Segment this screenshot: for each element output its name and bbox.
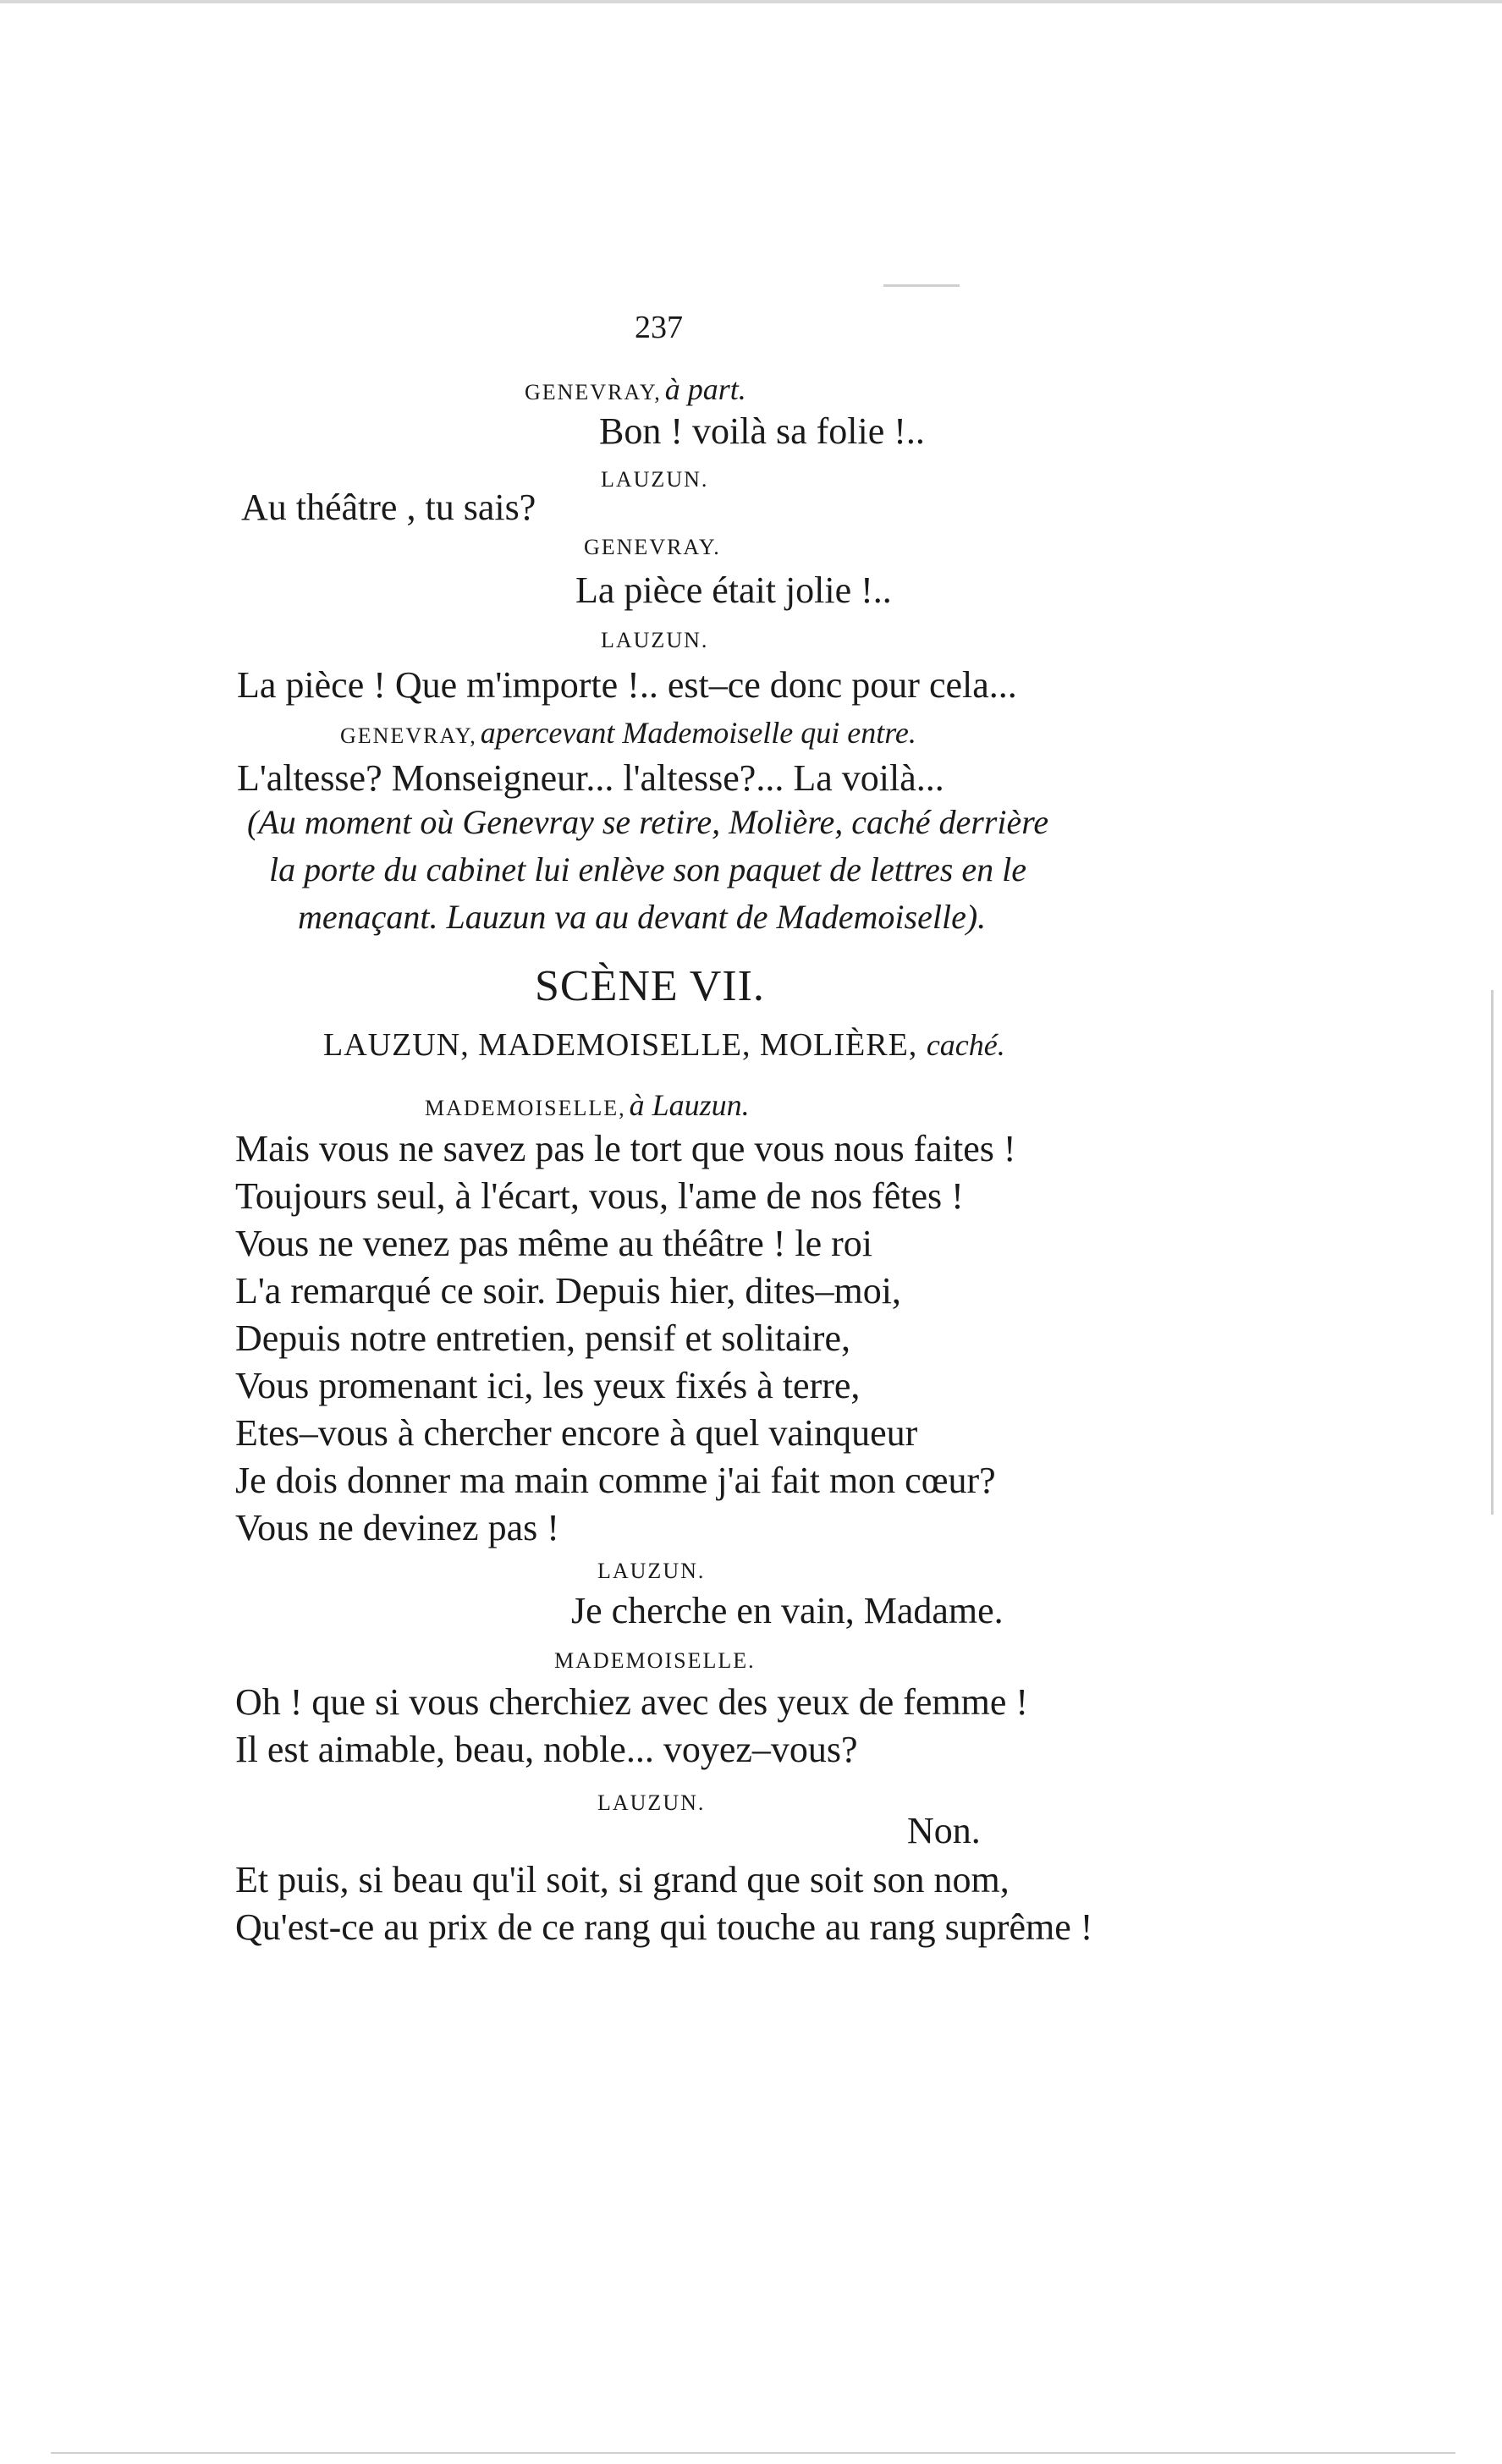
speaker-name: LAUZUN. (601, 628, 709, 652)
verse-line: Mais vous ne savez pas le tort que vous nous faites ! (235, 1128, 1016, 1169)
speaker-genevray-line (340, 718, 916, 748)
verse-line: Vous ne venez pas même au théâtre ! le roi (235, 1223, 873, 1264)
verse-line: Toujours seul, à l'écart, vous, l'ame de nos fêtes ! (235, 1175, 964, 1217)
verse-line: Bon ! voilà sa folie !.. (599, 410, 925, 452)
speaker-genevray-line (525, 374, 746, 404)
scan-top-edge (0, 0, 1502, 3)
verse-line: L'altesse? Monseigneur... l'altesse?... La voilà... (237, 757, 944, 799)
stage-direction: la porte du cabinet lui enlève son paquet de lettres en le (269, 850, 1026, 888)
speaker-name: LAUZUN. (597, 1790, 706, 1815)
scene-heading: SCÈNE VII. (535, 962, 765, 1010)
scan-edge-shadow (1491, 990, 1494, 1515)
verse-line: La pièce ! Que m'importe !.. est–ce donc pour cela... (237, 664, 1017, 706)
speaker-name: LAUZUN. (597, 1559, 706, 1583)
verse-line: Depuis notre entretien, pensif et solitaire, (235, 1317, 850, 1359)
verse-line: Vous promenant ici, les yeux fixés à terre, (235, 1365, 861, 1406)
verse-line: Il est aimable, beau, noble... voyez–vous? (235, 1729, 858, 1770)
verse-line: Vous ne devinez pas ! (235, 1507, 559, 1548)
scan-bottom-edge (51, 2452, 1455, 2454)
verse-line: Et puis, si beau qu'il soit, si grand que soit son nom, (235, 1859, 1010, 1900)
speaker-mademoiselle-line (425, 1090, 750, 1120)
verse-line: La pièce était jolie !.. (575, 569, 892, 611)
verse-line: Non. (907, 1810, 981, 1851)
stage-direction: menaçant. Lauzun va au devant de Mademoiselle). (298, 898, 987, 936)
speaker-name: GENEVRAY, (340, 723, 477, 748)
verse-line: Etes–vous à chercher encore à quel vainqueur (235, 1412, 918, 1454)
speaker-name: GENEVRAY, (525, 380, 662, 404)
verse-line: Au théâtre , tu sais? (241, 487, 536, 528)
speaker-name: MADEMOISELLE, (425, 1096, 626, 1120)
cast-list (323, 1029, 1005, 1061)
stage-direction: à part. (664, 372, 746, 406)
verse-line: Je dois donner ma main comme j'ai fait mon cœur? (235, 1460, 996, 1501)
page-number: 237 (635, 310, 683, 345)
speaker-name: MADEMOISELLE. (554, 1648, 756, 1673)
speaker-name: LAUZUN. (601, 467, 709, 492)
stage-direction: (Au moment où Genevray se retire, Molière, caché derrière (247, 803, 1049, 841)
speaker-name: GENEVRAY. (584, 535, 721, 559)
verse-line: L'a remarqué ce soir. Depuis hier, dites–moi, (235, 1270, 901, 1312)
verse-line: Je cherche en vain, Madame. (571, 1590, 1004, 1631)
stage-direction: à Lauzun. (629, 1088, 750, 1122)
cast-names: LAUZUN, MADEMOISELLE, MOLIÈRE, (323, 1027, 918, 1063)
stage-direction: caché. (926, 1028, 1005, 1062)
scan-speck (883, 284, 960, 287)
stage-direction: apercevant Mademoiselle qui entre. (480, 716, 916, 750)
verse-line: Oh ! que si vous cherchiez avec des yeux de femme ! (235, 1681, 1029, 1723)
verse-line: Qu'est-ce au prix de ce rang qui touche au rang suprême ! (235, 1906, 1093, 1948)
